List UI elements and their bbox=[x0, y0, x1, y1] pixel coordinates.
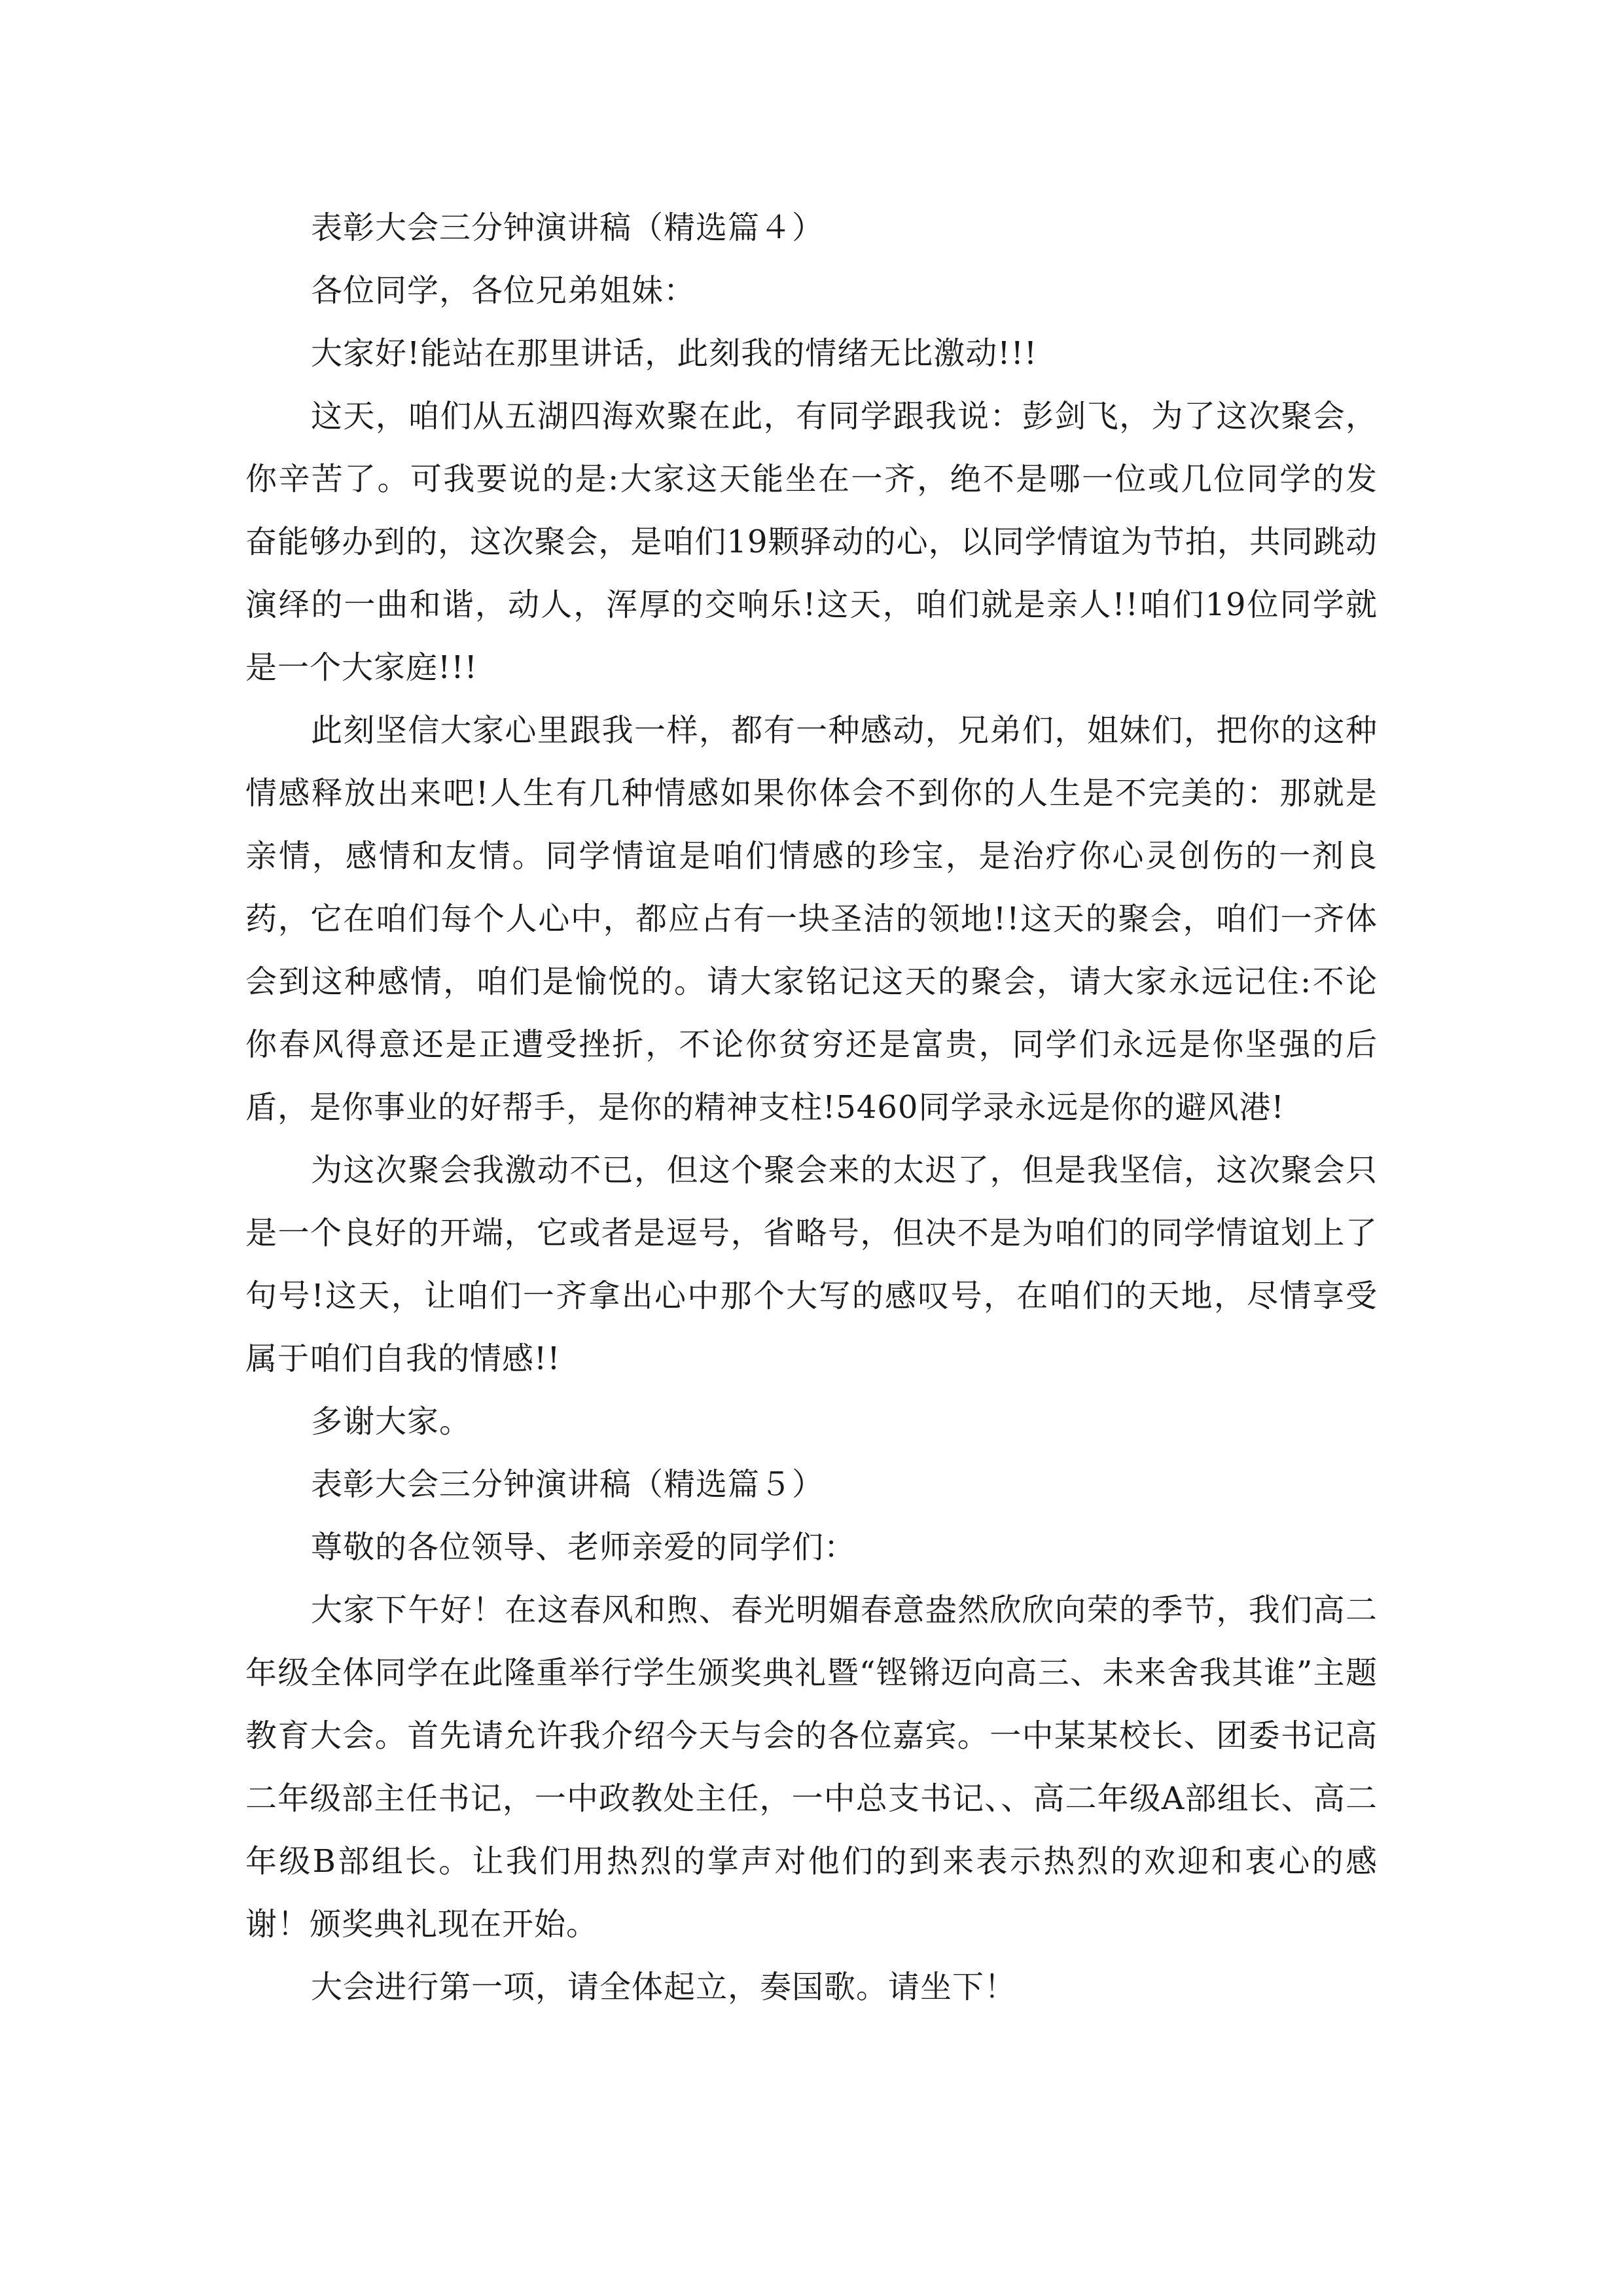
section-title-5: 表彰大会三分钟演讲稿（精选篇５） bbox=[311, 1466, 825, 1503]
section-title-4: 表彰大会三分钟演讲稿（精选篇４） bbox=[311, 209, 825, 246]
salutation-paragraph: 各位同学，各位兄弟姐妹： bbox=[311, 272, 696, 309]
body-paragraph: 这天，咱们从五湖四海欢聚在此，有同学跟我说：彭剑飞，为了这次聚会，你辛苦了。可我要说的是:大家这天能坐在一齐，绝不是哪一位或几位同学的发奋能够办到的，这次聚会，是咱们19颗驿动的心，以同学情谊为节拍，共同跳动演绎的一曲和谐，动人，浑厚的交响乐!这天，咱们就是亲人!!咱们19位同学就是一个大家庭!!! bbox=[245, 398, 1378, 686]
body-paragraph: 此刻坚信大家心里跟我一样，都有一种感动，兄弟们，姐妹们，把你的这种情感释放出来吧!人生有几种情感如果你体会不到你的人生是不完美的：那就是亲情，感情和友情。同学情谊是咱们情感的珍宝，是治疗你心灵创伤的一剂良药，它在咱们每个人心中，都应占有一块圣洁的领地!!这天的聚会，咱们一齐体会到这种感情，咱们是愉悦的。请大家铭记这天的聚会，请大家永远记住:不论你春风得意还是正遭受挫折，不论你贫穷还是富贵，同学们永远是你坚强的后盾，是你事业的好帮手，是你的精神支柱!5460同学录永远是你的避风港! bbox=[245, 712, 1378, 1126]
body-paragraph: 大会进行第一项，请全体起立，奏国歌。请坐下！ bbox=[311, 1969, 1017, 2005]
body-paragraph: 大家下午好！在这春风和煦、春光明媚春意盎然欣欣向荣的季节，我们高二年级全体同学在此隆重举行学生颁奖典礼暨“铿锵迈向高三、未来舍我其谁”主题教育大会。首先请允许我介绍今天与会的各位嘉宾。一中某某校长、团委书记高二年级部主任书记，一中政教处主任，一中总支书记、、高二年级A部组长、高二年级B部组长。让我们用热烈的掌声对他们的到来表示热烈的欢迎和衷心的感谢！颁奖典礼现在开始。 bbox=[245, 1592, 1378, 1943]
document-body bbox=[245, 196, 1378, 2018]
body-paragraph: 为这次聚会我激动不已，但这个聚会来的太迟了，但是我坚信，这次聚会只是一个良好的开端，它或者是逗号，省略号，但决不是为咱们的同学情谊划上了句号!这天，让咱们一齐拿出心中那个大写的感叹号，在咱们的天地，尽情享受属于咱们自我的情感!! bbox=[245, 1152, 1378, 1377]
closing-paragraph: 多谢大家。 bbox=[311, 1403, 472, 1440]
salutation-paragraph: 尊敬的各位领导、老师亲爱的同学们： bbox=[311, 1529, 857, 1566]
body-paragraph: 大家好!能站在那里讲话，此刻我的情绪无比激动!!! bbox=[311, 335, 1038, 372]
